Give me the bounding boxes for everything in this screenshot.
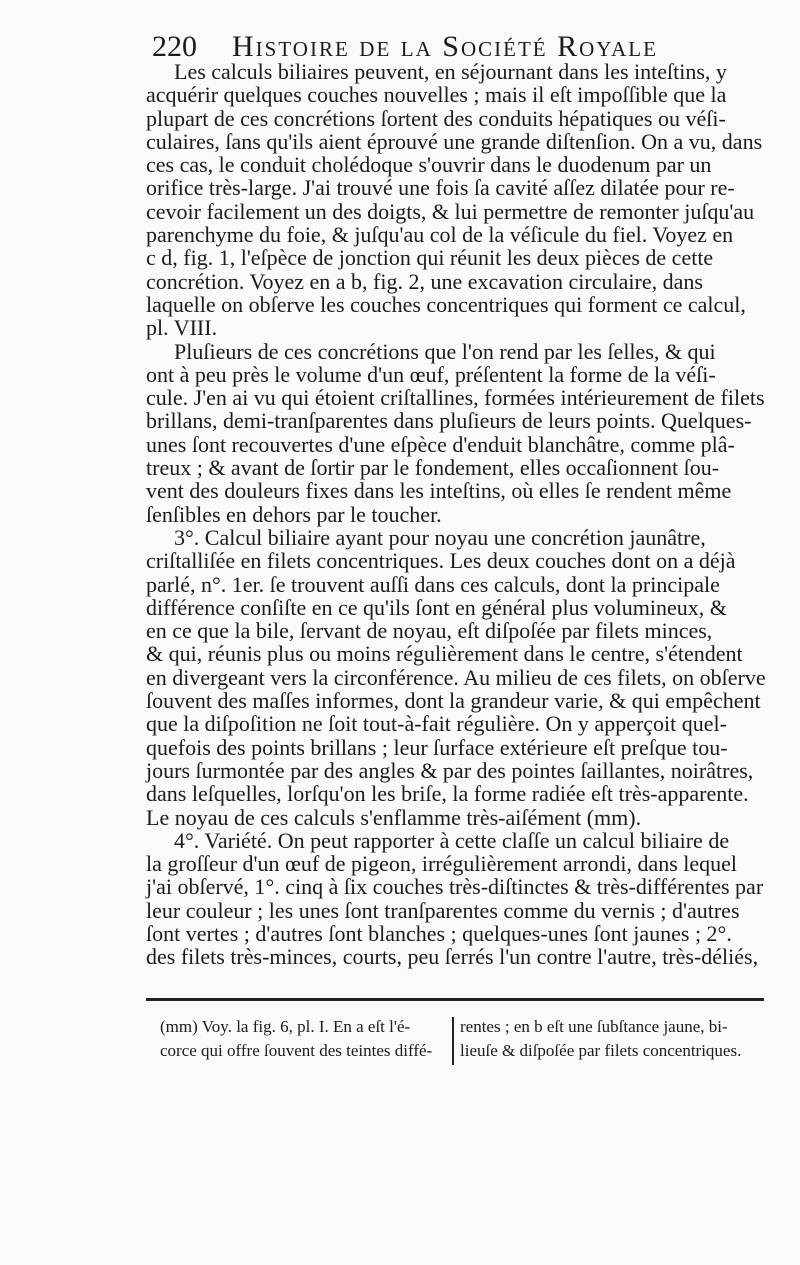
text-line: Le noyau de ces calculs s'enflamme très-aiſément (mm). [146,804,642,830]
text-line: Pluſieurs de ces concrétions que l'on rend par les ſelles, & qui [174,338,716,364]
footnote-right-column [460,1015,741,1063]
text-line: 4°. Variété. On peut rapporter à cette claſſe un calcul biliaire de [174,827,730,853]
text-line: j'ai obſervé, 1°. cinq à ſix couches très-diſtinctes & très-différentes par [146,874,764,900]
text-line: la groſſeur d'un œuf de pigeon, irrégulièrement arrondi, dans lequel [146,851,738,877]
text-line: en ce que la bile, ſervant de noyau, eſt diſpoſée par filets minces, [146,618,713,644]
text-line: treux ; & avant de ſortir par le fondement, elles occaſionnent ſou- [146,455,720,481]
text-line: vent des douleurs fixes dans les inteſtins, où elles ſe rendent même [146,478,732,504]
text-line: acquérir quelques couches nouvelles ; mais il eſt impoſſible que la [146,82,727,108]
footnote-rule [146,998,764,1001]
footnote-line: (mm) Voy. la fig. 6, pl. I. En a eſt l'é- [160,1017,411,1036]
page-number: 220 [152,30,197,63]
text-line: & qui, réunis plus ou moins régulièrement dans le centre, s'étendent [146,641,743,667]
text-line: dans leſquelles, lorſqu'on les briſe, la forme radiée eſt très-apparente. [146,781,749,807]
text-line: 3°. Calcul biliaire ayant pour noyau une concrétion jaunâtre, [174,524,706,550]
text-line: jours ſurmontée par des angles & par des pointes ſaillantes, noirâtres, [146,757,754,783]
text-line: cule. J'en ai vu qui étoient criſtallines, formées intérieurement de filets [146,385,765,411]
footnote-column-divider [452,1017,454,1065]
body-text [146,60,768,969]
text-line: pl. VIII. [146,315,218,341]
footnote-line: lieuſe & diſpoſée par filets concentriques. [460,1041,742,1060]
text-line: ſont vertes ; d'autres ſont blanches ; quelques-unes ſont jaunes ; 2°. [146,920,732,946]
text-line: différence conſiſte en ce qu'ils ſont en général plus volumineux, & [146,594,727,620]
text-line: que la diſpoſition ne ſoit tout-à-fait régulière. On y apperçoit quel- [146,711,727,737]
text-line: ſenſibles en dehors par le toucher. [146,501,442,527]
text-line: laquelle on obſerve les couches concentriques qui forment ce calcul, [146,291,746,317]
text-line: en divergeant vers la circonférence. Au milieu de ces filets, on obſerve [146,664,766,690]
text-line: cevoir facilement un des doigts, & lui permettre de remonter juſqu'au [146,198,755,224]
text-line: orifice très-large. J'ai trouvé une fois ſa cavité aſſez dilatée pour re- [146,175,735,201]
text-line: concrétion. Voyez en a b, fig. 2, une excavation circulaire, dans [146,268,703,294]
text-line: criſtalliſée en filets concentriques. Les deux couches dont on a déjà [146,548,736,574]
text-line: unes ſont recouvertes d'une eſpèce d'enduit blanchâtre, comme plâ- [146,431,735,457]
footnote-line: corce qui offre ſouvent des teintes diffé- [160,1041,433,1060]
text-line: plupart de ces concrétions ſortent des conduits hépatiques ou véſi- [146,105,726,131]
text-line: Les calculs biliaires peuvent, en séjournant dans les inteſtins, y [174,59,727,84]
text-line: leur couleur ; les unes ſont tranſparentes comme du vernis ; d'autres [146,897,740,923]
text-line: parlé, n°. 1er. ſe trouvent auſſi dans ces calculs, dont la principale [146,571,720,597]
text-line: culaires, ſans qu'ils aient éprouvé une grande diſtenſion. On a vu, dans [146,128,763,154]
text-line: c d, fig. 1, l'eſpèce de jonction qui réunit les deux pièces de cette [146,245,714,271]
text-line: ont à peu près le volume d'un œuf, préſentent la forme de la véſi- [146,361,716,387]
text-line: ſouvent des maſſes informes, dont la grandeur varie, & qui empêchent [146,688,761,714]
footnote-left-column [160,1015,432,1063]
running-title: Histoire de la Société Royale [232,30,658,63]
text-line: des filets très-minces, courts, peu ſerrés l'un contre l'autre, très-déliés, [146,944,759,970]
footnote-line: rentes ; en b eſt une ſubſtance jaune, bi- [460,1017,728,1036]
text-line: parenchyme du foie, & juſqu'au col de la véſicule du fiel. Voyez en [146,222,734,248]
text-line: quefois des points brillans ; leur ſurface extérieure eſt preſque tou- [146,734,728,760]
text-line: ces cas, le conduit cholédoque s'ouvrir dans le duodenum par un [146,152,712,178]
text-line: brillans, demi-tranſparentes dans pluſieurs de leurs points. Quelques- [146,408,752,434]
